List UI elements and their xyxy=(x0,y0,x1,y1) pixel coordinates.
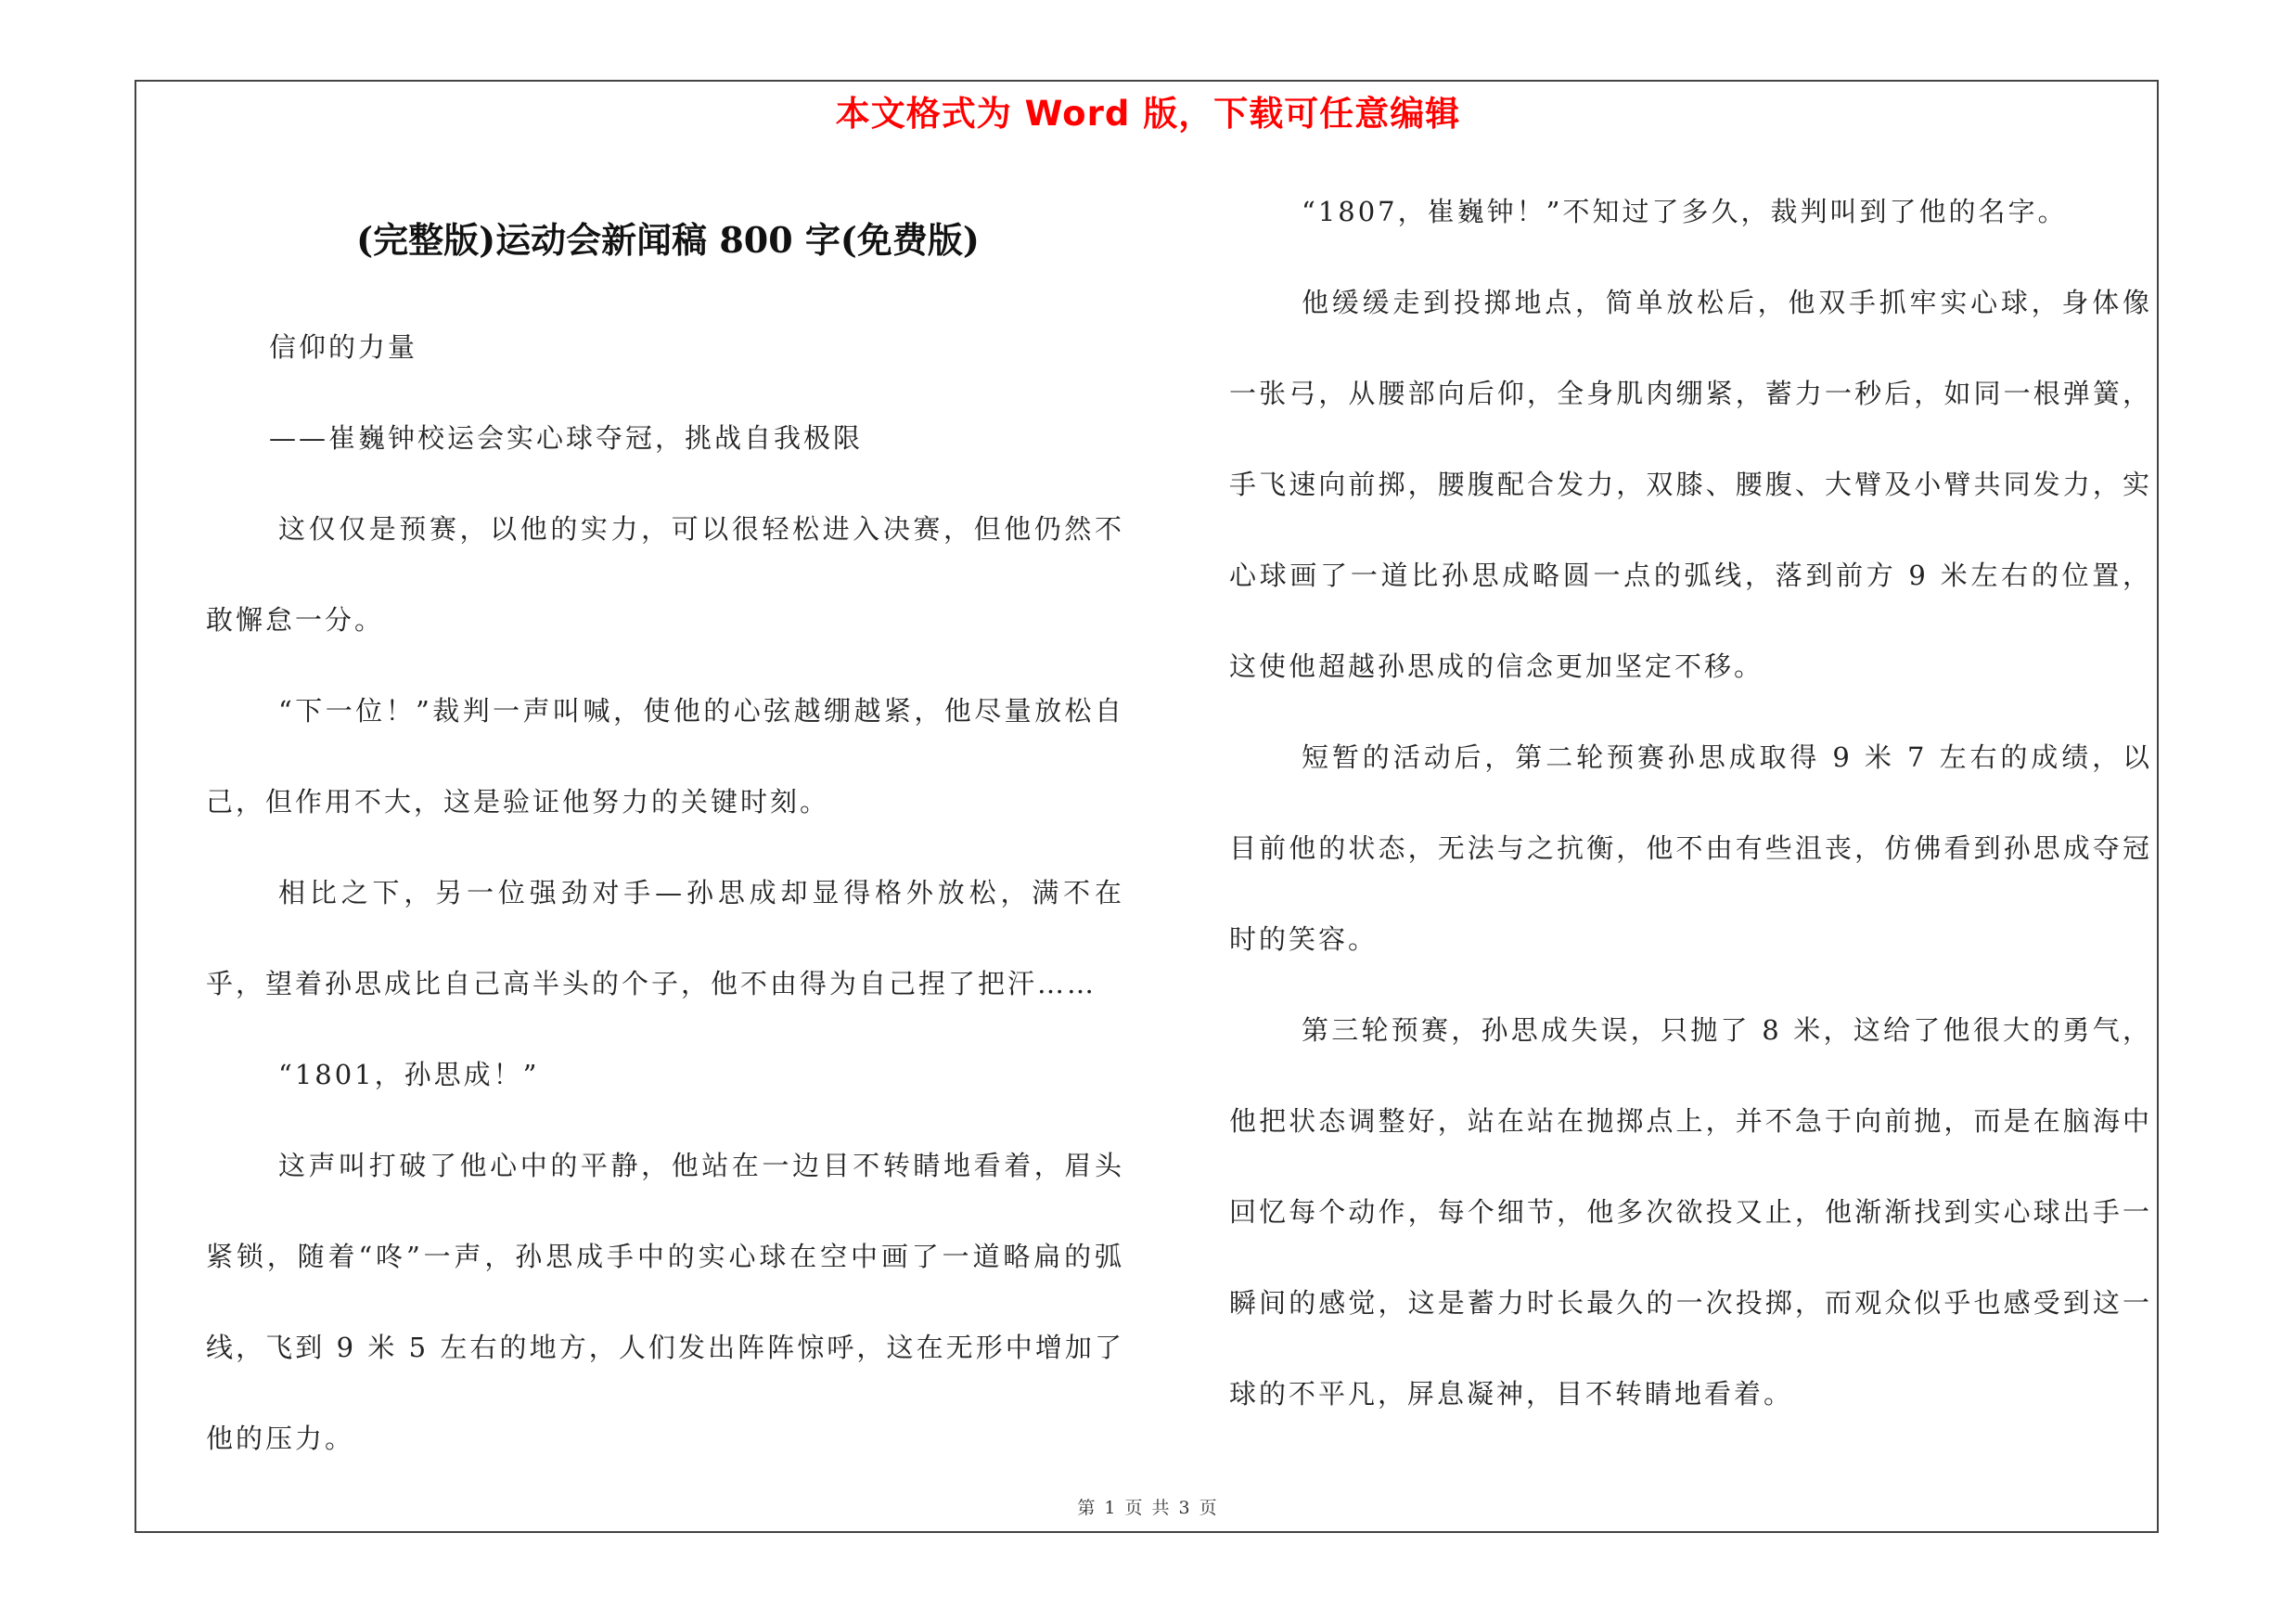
right-column xyxy=(1229,166,2152,1439)
word-format-banner: 本文格式为 Word 版，下载可任意编辑 xyxy=(835,94,1461,134)
paragraph: 这仅仅是预赛，以他的实力，可以很轻松进入决赛，但他仍然不敢懈怠一分。 xyxy=(206,513,1124,636)
paragraph: “下一位！”裁判一声叫喊，使他的心弦越绷越紧，他尽量放松自己，但作用不大，这是验证他努力的关键时刻。 xyxy=(206,695,1124,818)
paragraph: 这声叫打破了他心中的平静，他站在一边目不转睛地看着，眉头紧锁，随着“咚”一声，孙思成手中的实心球在空中画了一道略扁的弧线，飞到 9 米 5 左右的地方，人们发出阵阵惊呼，这在无形中增加了他的压力。 xyxy=(206,1150,1124,1454)
paragraph: 短暂的活动后，第二轮预赛孙思成取得 9 米 7 左右的成绩，以目前他的状态，无法与之抗衡，他不由有些沮丧，仿佛看到孙思成夺冠时的笑容。 xyxy=(1229,741,2152,955)
document-title: (完整版)运动会新闻稿 800 字(免费版) xyxy=(356,219,980,261)
left-column xyxy=(206,302,1124,1484)
paragraph: 相比之下，另一位强劲对手—孙思成却显得格外放松，满不在乎，望着孙思成比自己高半头的个子，他不由得为自己捏了把汗…… xyxy=(206,877,1124,999)
paragraph: 他缓缓走到投掷地点，简单放松后，他双手抓牢实心球，身体像一张弓，从腰部向后仰，全身肌肉绷紧，蓄力一秒后，如同一根弹簧，手飞速向前掷，腰腹配合发力，双膝、腰腹、大臂及小臂共同发力，实心球画了一道比孙思成略圆一点的弧线，落到前方 9 米左右的位置，这使他超越孙思成的信念更加坚定不移。 xyxy=(1229,287,2152,682)
paragraph: 第三轮预赛，孙思成失误，只抛了 8 米，这给了他很大的勇气，他把状态调整好，站在站在抛掷点上，并不急于向前抛，而是在脑海中回忆每个动作，每个细节，他多次欲投又止，他渐渐找到实心球出手一瞬间的感觉，这是蓄力时长最久的一次投掷，而观众似乎也感受到这一球的不平凡，屏息凝神，目不转睛地看着。 xyxy=(1229,1014,2152,1410)
subtitle-dash-line: ——崔巍钟校运会实心球夺冠，挑战自我极限 xyxy=(269,422,864,454)
subtitle-heading: 信仰的力量 xyxy=(269,331,418,363)
page-number-footer: 第 1 页 共 3 页 xyxy=(1077,1498,1219,1518)
paragraph: “1801，孙思成！” xyxy=(278,1059,540,1090)
paragraph: “1807，崔巍钟！”不知过了多久，裁判叫到了他的名字。 xyxy=(1302,196,2068,227)
